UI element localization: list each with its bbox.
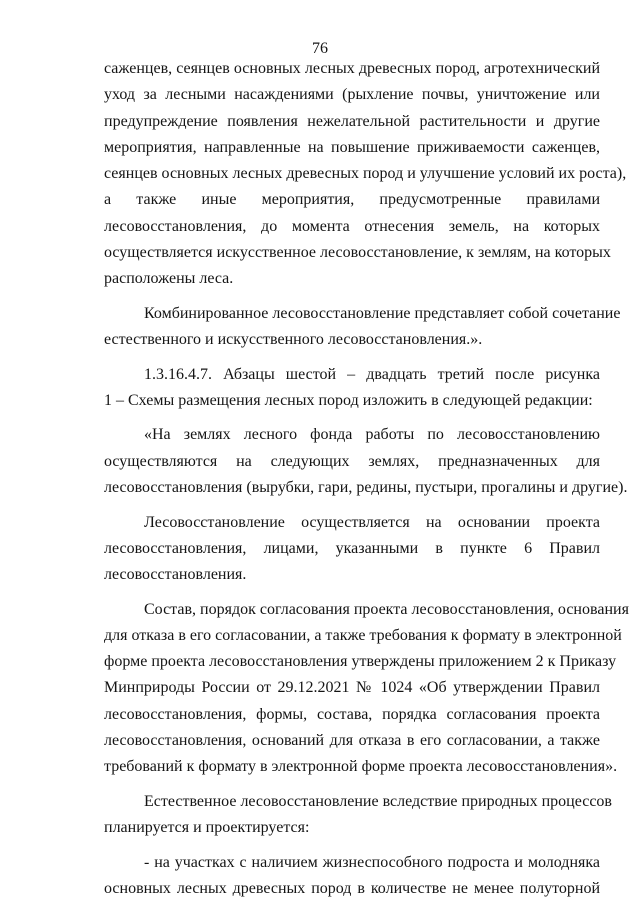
text-line: лесовосстановления. (104, 566, 247, 584)
text-line: форме проекта лесовосстановления утверждены приложением 2 к Приказу (104, 653, 617, 671)
text-line: уход за лесными насаждениями (рыхление почвы, уничтожение или (104, 86, 600, 104)
paragraph (104, 362, 600, 415)
text-line: а также иные мероприятия, предусмотренные правилами (104, 191, 600, 209)
text-line: мероприятия, направленные на повышение приживаемости саженцев, (104, 138, 600, 156)
text-line: расположены леса. (104, 270, 234, 288)
text-line: естественного и искусственного лесовосстановления.». (104, 331, 483, 349)
text-line: лесовосстановления, оснований для отказа в его согласовании, а также (104, 732, 600, 750)
text-line: лесовосстановления, лицами, указанными в пункте 6 Правил (104, 539, 600, 557)
paragraph (104, 789, 612, 842)
text-line: сеянцев основных лесных древесных пород и улучшение условий их роста), (104, 165, 627, 183)
paragraph (104, 422, 628, 501)
text-line: основных лесных древесных пород в количестве не менее полуторной (104, 879, 600, 897)
text-line: Комбинированное лесовосстановление представляет собой сочетание (144, 304, 621, 322)
text-line: планируется и проектируется: (104, 819, 310, 837)
text-line: Минприроды России от 29.12.2021 № 1024 «Об утверждении Правил (104, 679, 600, 697)
text-line: лесовосстановления, до момента отнесения земель, на которых (104, 217, 600, 235)
text-line: предупреждение появления нежелательной растительности и другие (104, 112, 600, 130)
text-line: лесовосстановления, формы, состава, порядка согласования проекта (104, 705, 600, 723)
text-line: 1.3.16.4.7. Абзацы шестой – двадцать третий после рисунка (144, 365, 600, 383)
text-line: «На землях лесного фонда работы по лесовосстановлению (144, 426, 600, 444)
paragraph (104, 850, 600, 903)
text-line: 1 – Схемы размещения лесных пород изложить в следующей редакции: (104, 391, 593, 409)
text-line: лесовосстановления (вырубки, гари, редины, пустыри, прогалины и другие). (104, 479, 628, 497)
text-line: саженцев, сеянцев основных лесных древесных пород, агротехнический (104, 60, 600, 77)
paragraph (104, 56, 627, 293)
paragraph (104, 510, 600, 589)
text-line: Состав, порядок согласования проекта лесовосстановления, основания (144, 600, 629, 618)
text-line: осуществляются на следующих землях, предназначенных для (104, 452, 600, 470)
text-line: для отказа в его согласовании, а также требования к формату в электронной (104, 626, 622, 644)
document-body (104, 56, 629, 902)
paragraph (104, 301, 621, 354)
page-number: 76 (312, 40, 328, 57)
text-line: Естественное лесовосстановление вследствие природных процессов (144, 792, 612, 810)
text-line: осуществляется искусственное лесовосстановление, к землям, на которых (104, 244, 611, 262)
paragraph (104, 597, 629, 781)
text-line: Лесовосстановление осуществляется на основании проекта (144, 513, 600, 531)
text-line: - на участках с наличием жизнеспособного подроста и молодняка (144, 853, 600, 871)
text-line: требований к формату в электронной форме проекта лесовосстановления». (104, 758, 618, 776)
